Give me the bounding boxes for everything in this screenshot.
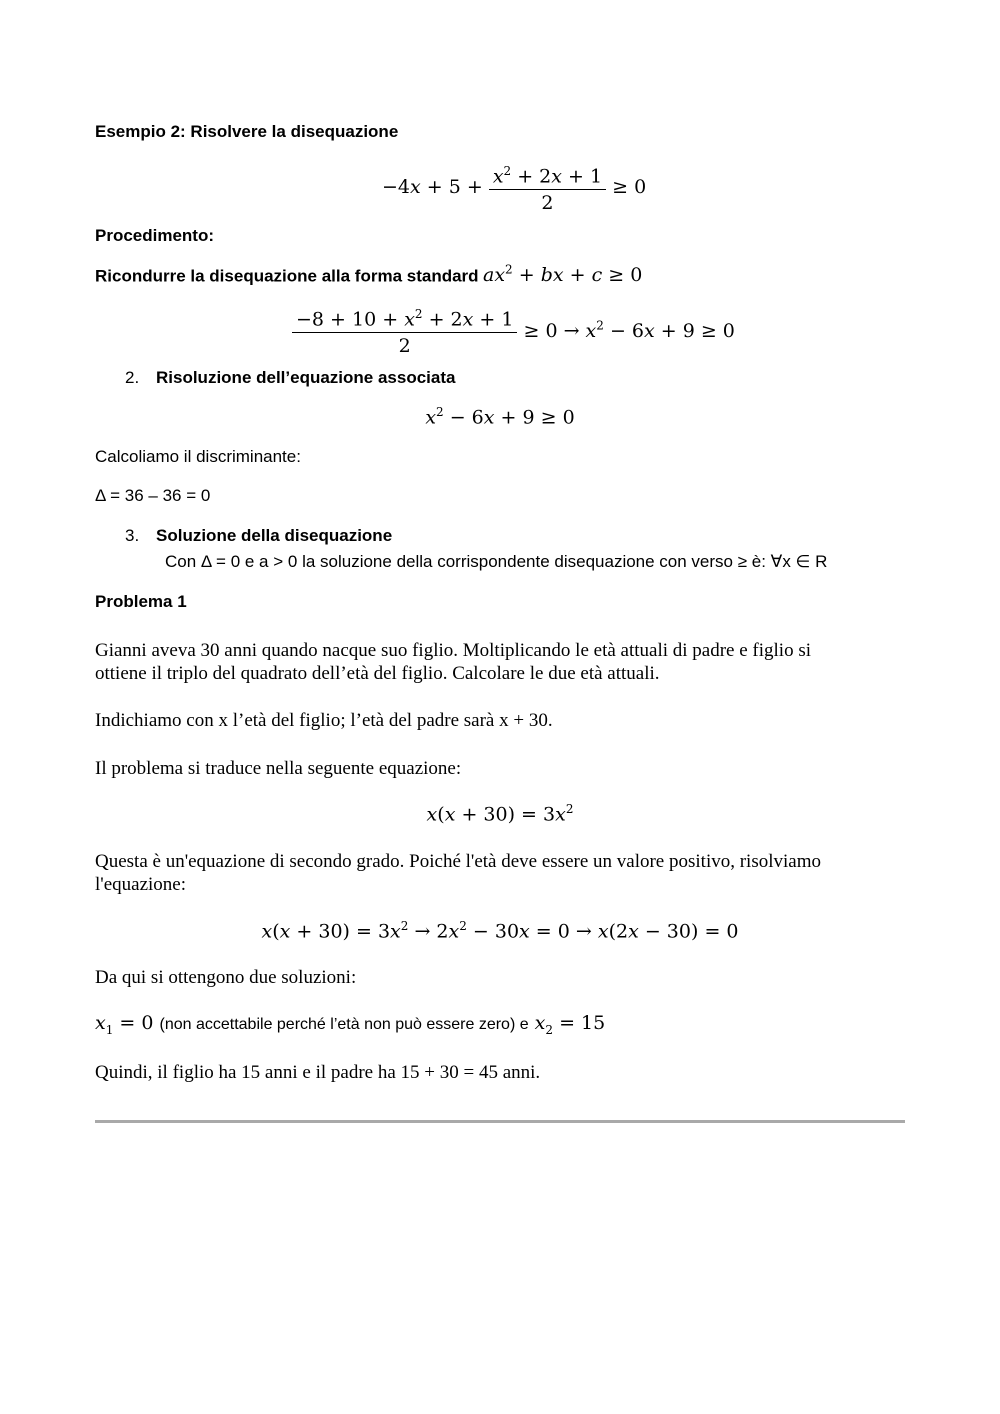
solution-x2: $x_2 = 15$ bbox=[534, 1012, 606, 1037]
step1-line bbox=[95, 263, 642, 286]
solution-x1: $x_1 = 0$ bbox=[95, 1012, 160, 1037]
problem-equation: $x(x + 30) = 3x^2$ bbox=[426, 802, 574, 826]
solutions-note: (non accettabile perché l’età non può essere zero) e bbox=[159, 1016, 529, 1033]
step3-text: Con Δ = 0 e a > 0 la soluzione della corrispondente disequazione con verso ≥ è: ∀x ∈ R bbox=[165, 552, 828, 571]
inequality-standard-form: $\frac{-8 + 10 + x^2 + 2x + 1}{2}$ ≥ $0 \to x^2 - 6x + 9 \ge 0$ bbox=[292, 301, 735, 359]
step3-number: 3. bbox=[125, 526, 140, 545]
discriminant-intro: Calcoliamo il discriminante: bbox=[95, 447, 301, 466]
example-heading: Esempio 2: Risolvere la disequazione bbox=[95, 122, 399, 141]
inequality-original: −4x + 5 + $\frac{x^2 + 2x + 1}{2}$ ≥ 0 bbox=[382, 158, 646, 216]
step3-title: Soluzione della disequazione bbox=[156, 526, 393, 545]
problem-para3: Il problema si traduce nella seguente equazione: bbox=[95, 758, 462, 779]
standard-form-formula: $ax^2$ + bx + c ≥ 0 bbox=[483, 263, 643, 287]
step1-text: Ricondurre la disequazione alla forma standard bbox=[95, 266, 479, 286]
horizontal-divider bbox=[95, 1120, 905, 1123]
procedure-label: Procedimento: bbox=[95, 226, 215, 245]
step2-number: 2. bbox=[125, 368, 140, 387]
problem-para5: Da qui si ottengono due soluzioni: bbox=[95, 967, 357, 988]
problem-para1-line1: Gianni aveva 30 anni quando nacque suo figlio. Moltiplicando le età attuali di padre e figlio si bbox=[95, 640, 811, 661]
problem-para4-line1: Questa è un'equazione di secondo grado. Poiché l'età deve essere un valore positivo, risolviamo bbox=[95, 851, 821, 872]
problem-solution-equation: $x(x + 30) = 3x^2 \to 2x^2 - 30x = 0 \to x(2x - 30) = 0$ bbox=[261, 919, 739, 943]
problem-para4-line2: l'equazione: bbox=[95, 874, 186, 895]
problem-para2: Indichiamo con x l’età del figlio; l’età del padre sarà x + 30. bbox=[95, 710, 553, 731]
associated-equation: $x^2 - 6x + 9 \ge 0$ bbox=[425, 405, 575, 429]
problem-conclusion: Quindi, il figlio ha 15 anni e il padre ha 15 + 30 = 45 anni. bbox=[95, 1062, 541, 1083]
discriminant-value: Δ = 36 – 36 = 0 bbox=[95, 486, 211, 505]
step2-title: Risoluzione dell’equazione associata bbox=[156, 368, 456, 387]
solutions-line bbox=[95, 1012, 605, 1037]
problem-title: Problema 1 bbox=[95, 592, 187, 611]
problem-para1-line2: ottiene il triplo del quadrato dell’età del figlio. Calcolare le due età attuali. bbox=[95, 663, 660, 684]
